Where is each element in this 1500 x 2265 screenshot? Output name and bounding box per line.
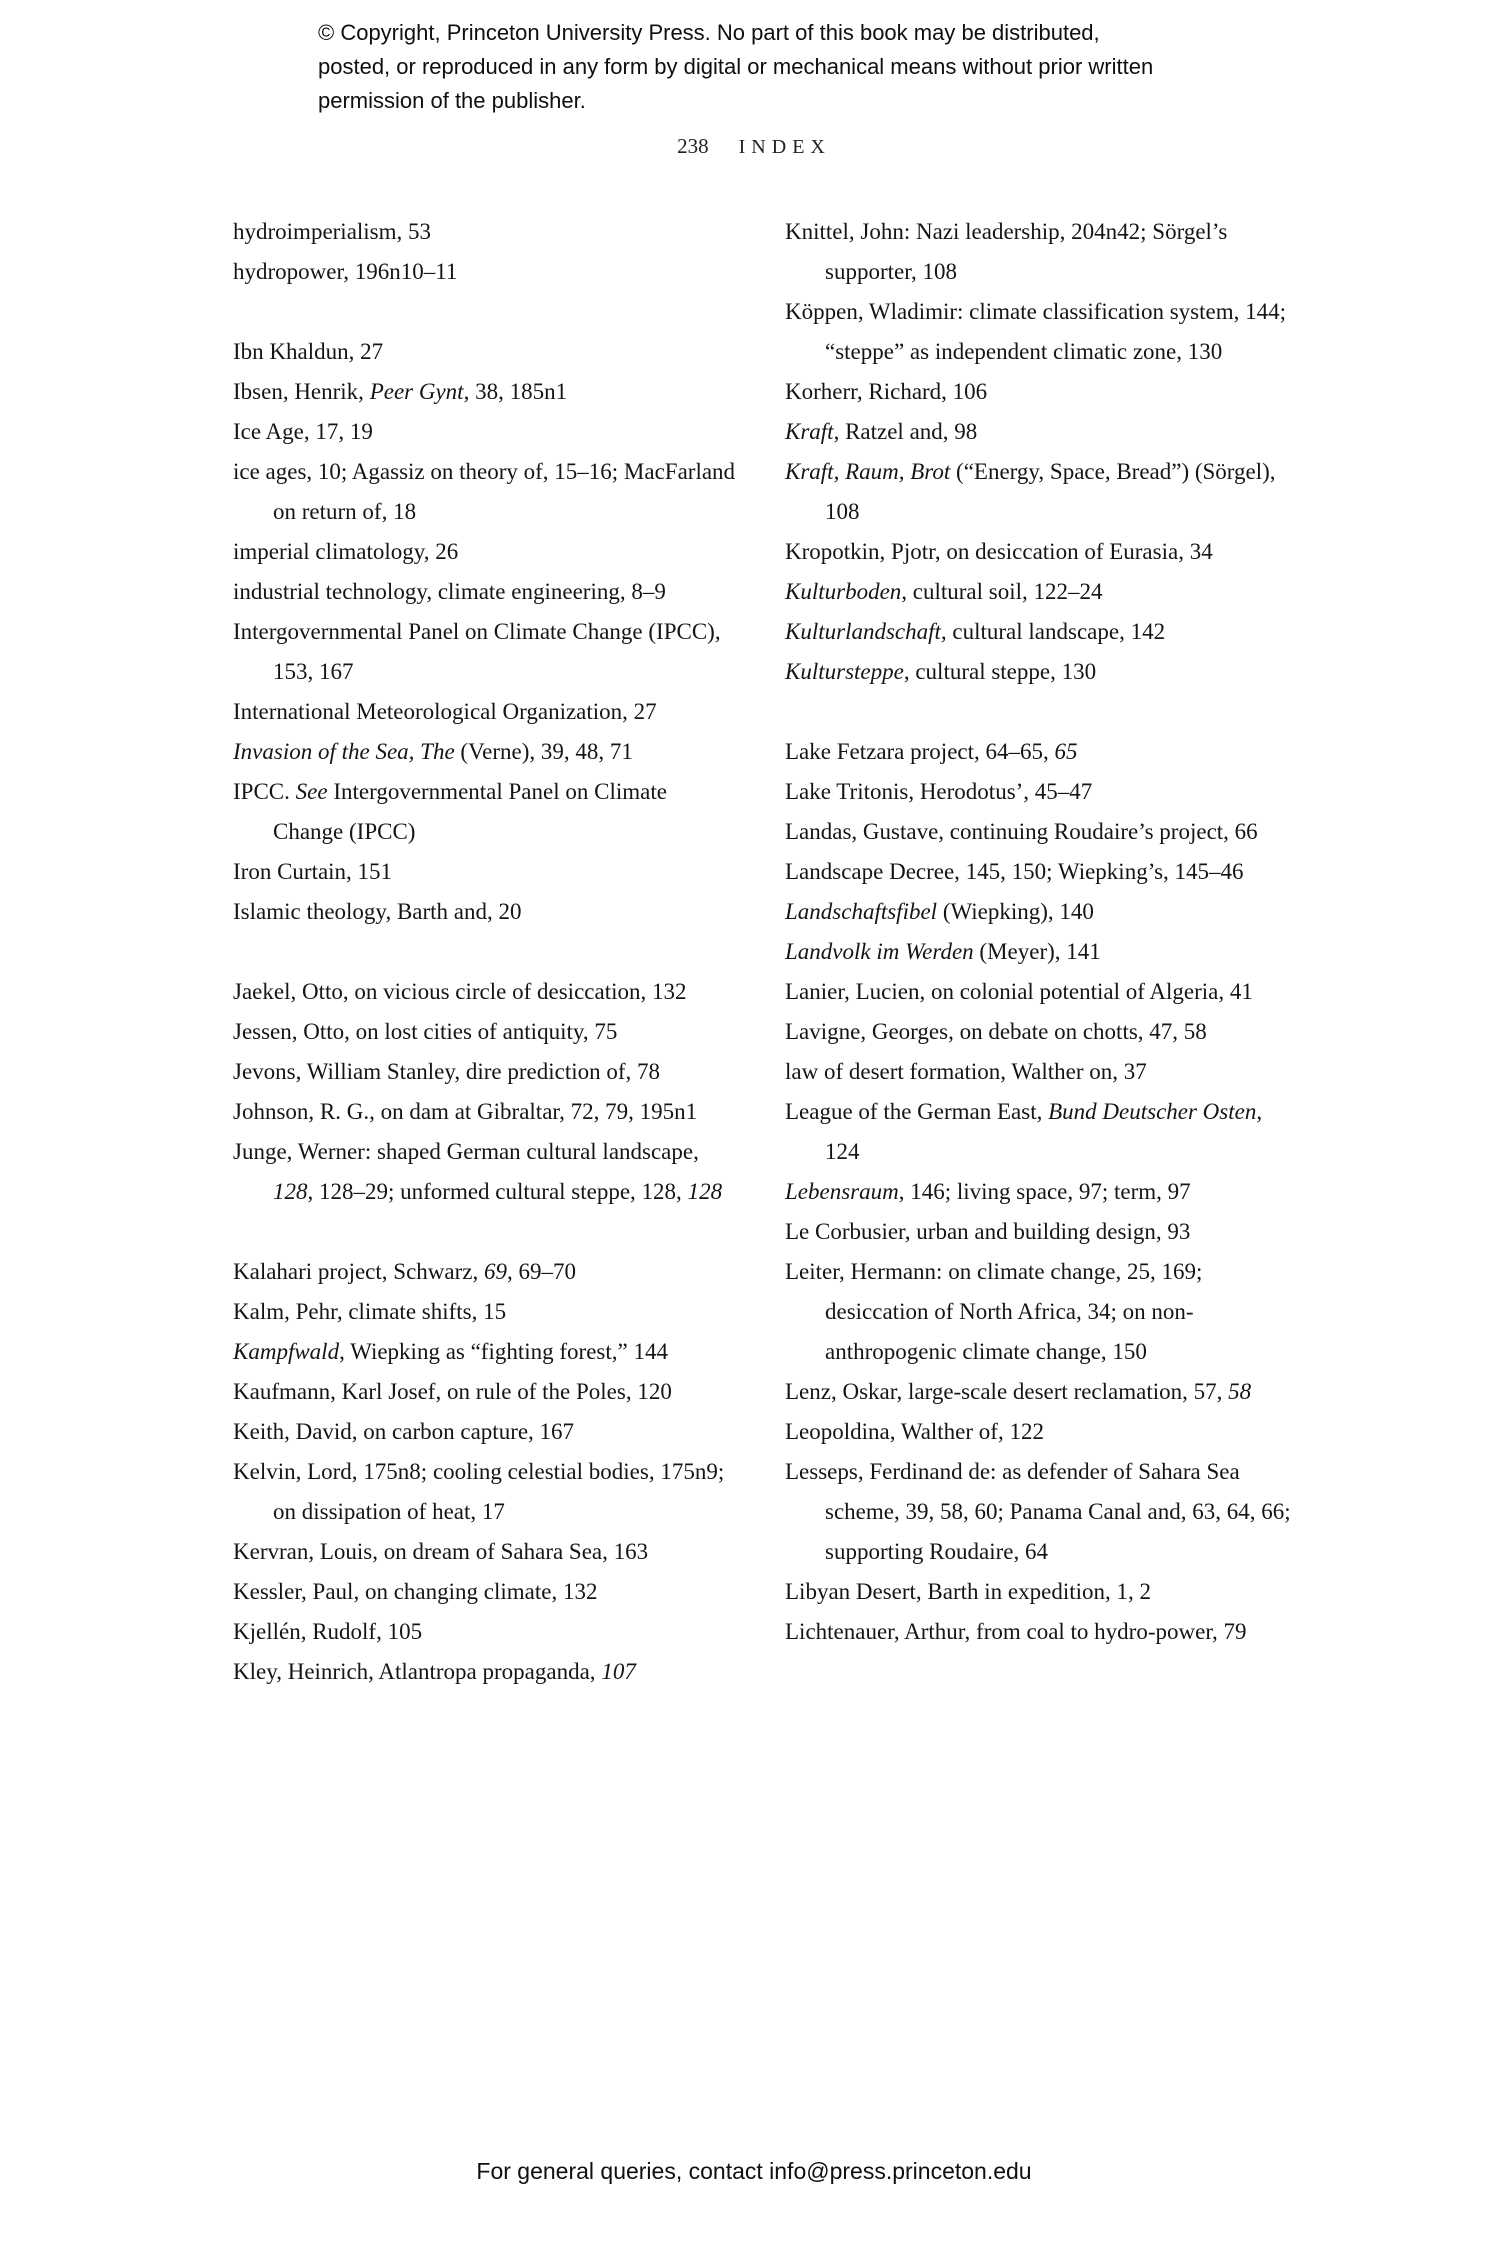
index-entry xyxy=(233,1532,741,1572)
index-entry xyxy=(785,212,1293,292)
index-entry-italic-text: 128 xyxy=(273,1179,308,1204)
index-entry xyxy=(785,1612,1293,1652)
index-entry-text: , 124 xyxy=(825,1099,1263,1164)
index-entry-italic-text: 107 xyxy=(601,1659,636,1684)
index-entry-text: Intergovernmental Panel on Climate Change (IPCC) xyxy=(273,779,667,844)
index-entry-text: League of the German East, xyxy=(785,1099,1049,1124)
index-entry-text: Kaufmann, Karl Josef, on rule of the Poles, 120 xyxy=(233,1379,672,1404)
index-entry-text: Knittel, John: Nazi leadership, 204n42; Sörgel’s supporter, 108 xyxy=(785,219,1228,284)
index-entry-text: , cultural soil, 122–24 xyxy=(901,579,1103,604)
index-entry-text: Kelvin, Lord, 175n8; cooling celestial bodies, 175n9; on dissipation of heat, 17 xyxy=(233,1459,725,1524)
index-entry-text: Kessler, Paul, on changing climate, 132 xyxy=(233,1579,598,1604)
index-entry-text: Jaekel, Otto, on vicious circle of desiccation, 132 xyxy=(233,979,687,1004)
index-entry-text: Lanier, Lucien, on colonial potential of Algeria, 41 xyxy=(785,979,1253,1004)
index-entry-italic-text: Kultursteppe xyxy=(785,659,904,684)
index-entry xyxy=(233,1132,741,1212)
index-entry-text: Kjellén, Rudolf, 105 xyxy=(233,1619,423,1644)
index-entry xyxy=(233,252,741,292)
index-entry-text: Lichtenauer, Arthur, from coal to hydro-power, 79 xyxy=(785,1619,1247,1644)
index-entry xyxy=(785,732,1293,772)
index-entry-text: Islamic theology, Barth and, 20 xyxy=(233,899,522,924)
index-entry-text: Ibsen, Henrik, xyxy=(233,379,370,404)
index-entry-text: cultural landscape, 142 xyxy=(946,619,1166,644)
index-entry xyxy=(785,1092,1293,1172)
footer-contact: For general queries, contact info@press.princeton.edu xyxy=(476,2158,1032,2184)
index-entry-text: Iron Curtain, 151 xyxy=(233,859,393,884)
index-entry xyxy=(233,1412,741,1452)
index-entry xyxy=(785,972,1293,1012)
index-entry-italic-text: 69 xyxy=(483,1259,507,1284)
index-entry xyxy=(785,532,1293,572)
index-entry-text: IPCC. xyxy=(233,779,296,804)
index-entry xyxy=(233,572,741,612)
index-entry-italic-text: Landschaftsfibel xyxy=(785,899,938,924)
index-entry-italic-text: Kampfwald xyxy=(233,1339,340,1364)
index-entry xyxy=(785,812,1293,852)
index-entry-text: Junge, Werner: shaped German cultural landscape, xyxy=(233,1139,699,1164)
index-entry xyxy=(785,1052,1293,1092)
index-entry xyxy=(233,1372,741,1412)
index-entry xyxy=(785,1372,1293,1412)
index-entry-text: Lake Tritonis, Herodotus’, 45–47 xyxy=(785,779,1093,804)
index-entry xyxy=(233,332,741,372)
index-entry-text: , 146; living space, 97; term, 97 xyxy=(898,1179,1191,1204)
index-entry xyxy=(233,372,741,412)
index-entry-text: industrial technology, climate engineering, 8–9 xyxy=(233,579,666,604)
index-entry-text: Lake Fetzara project, 64–65, xyxy=(785,739,1055,764)
index-entry-text: Kley, Heinrich, Atlantropa propaganda, xyxy=(233,1659,602,1684)
index-entry-text: ice ages, 10; Agassiz on theory of, 15–16; MacFarland on return of, 18 xyxy=(233,459,736,524)
index-entry xyxy=(233,1092,741,1132)
index-entry-text: hydroimperialism, 53 xyxy=(233,219,432,244)
index-group xyxy=(233,1252,741,1692)
index-entry-text: , cultural steppe, 130 xyxy=(903,659,1097,684)
index-entry-text: Korherr, Richard, 106 xyxy=(785,379,988,404)
index-entry-text: Lenz, Oskar, large-scale desert reclamation, 57, xyxy=(785,1379,1229,1404)
index-entry xyxy=(233,612,741,692)
index-entry-text: (Verne), 39, 48, 71 xyxy=(454,739,633,764)
index-entry xyxy=(233,1292,741,1332)
index-entry-text: International Meteorological Organization, 27 xyxy=(233,699,657,724)
index-entry xyxy=(233,1012,741,1052)
index-entry-text: Libyan Desert, Barth in expedition, 1, 2 xyxy=(785,1579,1152,1604)
index-entry-text: Johnson, R. G., on dam at Gibraltar, 72, 79, 195n1 xyxy=(233,1099,698,1124)
index-entry xyxy=(233,1452,741,1532)
index-entry-text: Kalm, Pehr, climate shifts, 15 xyxy=(233,1299,507,1324)
index-group xyxy=(785,212,1293,692)
index-entry-text: Leiter, Hermann: on climate change, 25, 169; desiccation of North Africa, 34; on non-anthropogenic climate change, 150 xyxy=(785,1259,1203,1364)
index-entry xyxy=(785,612,1293,652)
index-entry-italic-text: 58 xyxy=(1228,1379,1252,1404)
index-entry-italic-text: See xyxy=(295,779,328,804)
index-group xyxy=(785,732,1293,1652)
index-entry xyxy=(785,1572,1293,1612)
index-group xyxy=(233,212,741,292)
index-entry xyxy=(233,972,741,1012)
index-entry-text: , 128–29; unformed cultural steppe, 128, xyxy=(307,1179,688,1204)
index-entry xyxy=(785,1412,1293,1452)
index-entry-italic-text: Landvolk im Werden xyxy=(785,939,974,964)
index-entry xyxy=(785,892,1293,932)
index-entry-text: Landscape Decree, 145, 150; Wiepking’s, 145–46 xyxy=(785,859,1244,884)
index-entry xyxy=(785,1452,1293,1572)
index-entry-italic-text: Kraft xyxy=(785,419,834,444)
index-entry-italic-text: Invasion of the Sea, The xyxy=(233,739,455,764)
index-entry xyxy=(233,1652,741,1692)
index-entry-italic-text: 65 xyxy=(1054,739,1078,764)
index-entry-text: law of desert formation, Walther on, 37 xyxy=(785,1059,1147,1084)
index-entry-text: imperial climatology, 26 xyxy=(233,539,459,564)
index-entry-text: , 69–70 xyxy=(506,1259,576,1284)
index-entry-text: Jessen, Otto, on lost cities of antiquity, 75 xyxy=(233,1019,618,1044)
index-entry xyxy=(785,1012,1293,1052)
index-entry xyxy=(233,772,741,852)
index-title: INDEX xyxy=(738,136,831,158)
index-entry xyxy=(785,772,1293,812)
index-entry xyxy=(233,1052,741,1092)
index-entry-text: (Meyer), 141 xyxy=(973,939,1101,964)
index-group xyxy=(233,332,741,932)
index-entry xyxy=(233,692,741,732)
copyright-notice: © Copyright, Princeton University Press. No part of this book may be distributed, posted, or reproduced in any form by digital or mechanical means without prior written permission of the publisher. xyxy=(318,20,1154,113)
index-column-left xyxy=(233,212,741,1692)
index-entry xyxy=(233,212,741,252)
index-entry xyxy=(785,1212,1293,1252)
index-entry-italic-text: Kulturboden xyxy=(785,579,902,604)
index-entry-italic-text: Bund Deutscher Osten xyxy=(1048,1099,1257,1124)
index-entry-text: , Ratzel and, 98 xyxy=(833,419,978,444)
index-entry-text: (Wiepking), 140 xyxy=(937,899,1094,924)
index-entry-text: (“Energy, Space, Bread”) (Sörgel), 108 xyxy=(825,459,1276,524)
index-entry xyxy=(233,1252,741,1292)
index-entry-text: Keith, David, on carbon capture, 167 xyxy=(233,1419,575,1444)
index-entry-text: Landas, Gustave, continuing Roudaire’s project, 66 xyxy=(785,819,1258,844)
index-entry-text: , Wiepking as “fighting forest,” 144 xyxy=(339,1339,668,1364)
index-entry-text: Kalahari project, Schwarz, xyxy=(233,1259,484,1284)
index-entry xyxy=(233,1332,741,1372)
index-entry xyxy=(785,932,1293,972)
index-entry-text: hydropower, 196n10–11 xyxy=(233,259,458,284)
index-entry-italic-text: Kulturlandschaft, xyxy=(785,619,947,644)
index-entry xyxy=(785,652,1293,692)
index-entry-text: Kervran, Louis, on dream of Sahara Sea, 163 xyxy=(233,1539,649,1564)
index-entry xyxy=(785,1172,1293,1212)
index-entry xyxy=(785,452,1293,532)
index-entry xyxy=(785,572,1293,612)
index-entry xyxy=(785,1252,1293,1372)
index-entry-italic-text: 128 xyxy=(687,1179,723,1204)
index-entry-text: Le Corbusier, urban and building design, 93 xyxy=(785,1219,1191,1244)
index-column-right xyxy=(785,212,1293,1652)
index-entry xyxy=(233,852,741,892)
index-entry-text: , 38, 185n1 xyxy=(463,379,568,404)
page-header xyxy=(230,134,1278,159)
index-entry xyxy=(785,852,1293,892)
index-entry-italic-text: Lebensraum xyxy=(785,1179,899,1204)
index-entry xyxy=(233,1612,741,1652)
page-number: 238 xyxy=(677,134,709,158)
index-entry-text: Lesseps, Ferdinand de: as defender of Sahara Sea scheme, 39, 58, 60; Panama Canal and, 63, 64, 66; supporting Roudaire, 64 xyxy=(785,1459,1291,1564)
index-entry xyxy=(233,452,741,532)
index-entry-italic-text: Kraft, Raum, Brot xyxy=(785,459,951,484)
index-entry-italic-text: Peer Gynt xyxy=(369,379,464,404)
index-entry-text: Lavigne, Georges, on debate on chotts, 47, 58 xyxy=(785,1019,1207,1044)
index-entry xyxy=(233,1572,741,1612)
index-entry xyxy=(233,532,741,572)
index-entry-text: Ice Age, 17, 19 xyxy=(233,419,373,444)
index-entry-text: Kropotkin, Pjotr, on desiccation of Eurasia, 34 xyxy=(785,539,1213,564)
index-entry xyxy=(233,892,741,932)
index-entry-text: Ibn Khaldun, 27 xyxy=(233,339,384,364)
index-entry xyxy=(785,372,1293,412)
index-entry xyxy=(785,292,1293,372)
index-entry-text: Köppen, Wladimir: climate classification system, 144; “steppe” as independent climatic zone, 130 xyxy=(785,299,1286,364)
index-group xyxy=(233,972,741,1212)
index-entry xyxy=(785,412,1293,452)
index-entry-text: Intergovernmental Panel on Climate Change (IPCC), 153, 167 xyxy=(233,619,721,684)
index-entry-text: Leopoldina, Walther of, 122 xyxy=(785,1419,1044,1444)
index-entry-text: Jevons, William Stanley, dire prediction of, 78 xyxy=(233,1059,661,1084)
index-entry xyxy=(233,412,741,452)
index-entry xyxy=(233,732,741,772)
